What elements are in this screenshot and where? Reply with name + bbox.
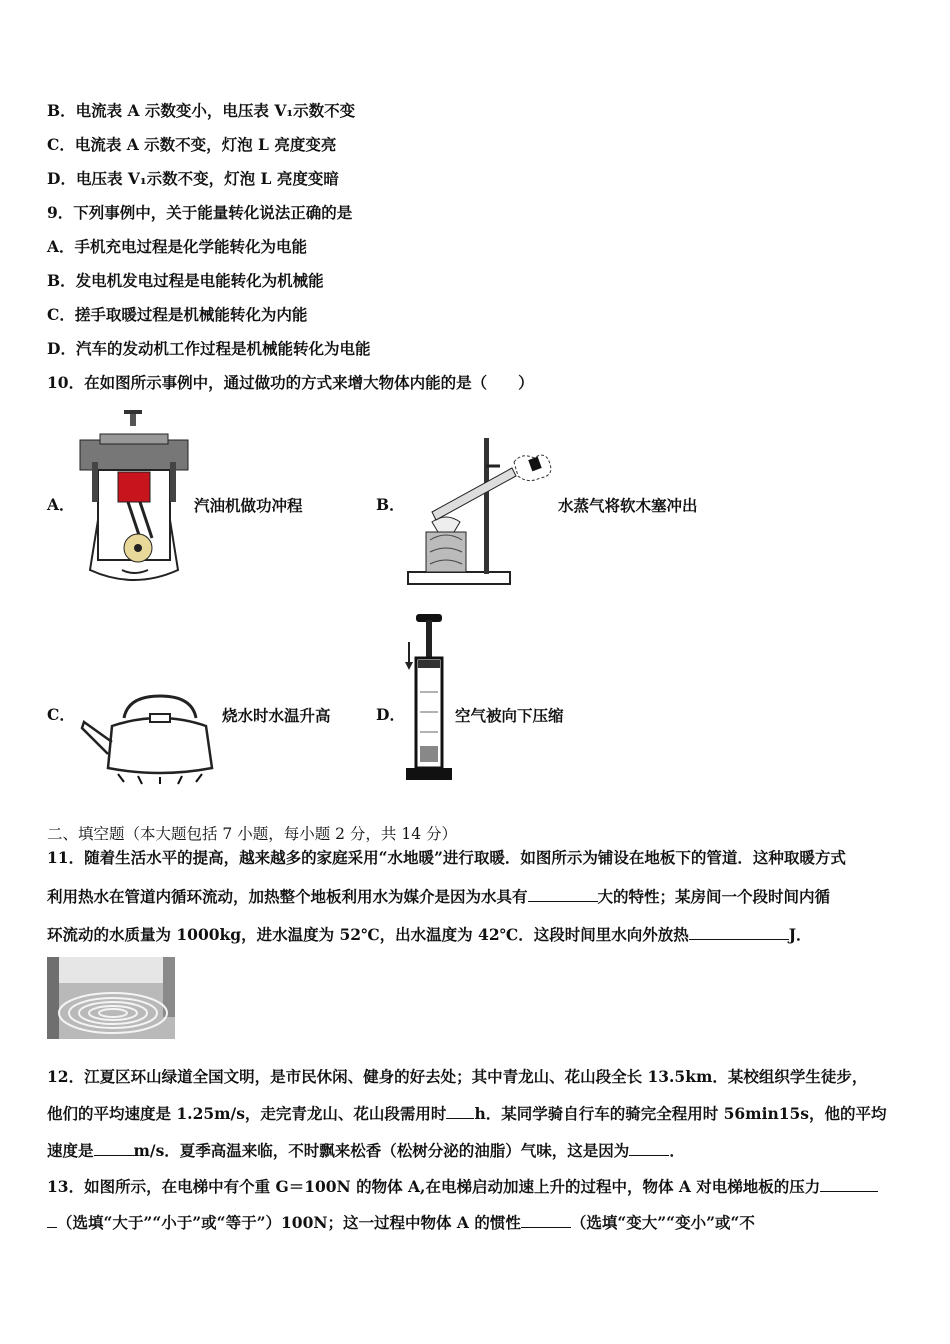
- q8-option-c: C．电流表 A 示数不变，灯泡 L 亮度变亮: [47, 135, 337, 154]
- q10-option-a-caption: 汽油机做功冲程: [194, 496, 303, 515]
- q12-blank-2[interactable]: [94, 1141, 134, 1156]
- q10-stem: 10．在如图所示事例中，通过做功的方式来增大物体内能的是（ ）: [47, 373, 534, 392]
- q13-blank-1[interactable]: [820, 1177, 878, 1192]
- q13-line-1-text: 13．如图所示，在电梯中有个重 G＝100N 的物体 A,在电梯启动加速上升的过程中，物体 A 对电梯地板的压力: [47, 1177, 821, 1196]
- q12-blank-1[interactable]: [446, 1104, 474, 1119]
- q10-option-b-letter: B．: [376, 495, 405, 514]
- q9-option-a: A．手机充电过程是化学能转化为电能: [47, 237, 308, 256]
- q13-line-2-text-b: （选填“变大”“变小”或“不: [570, 1213, 755, 1232]
- q8-option-d: D．电压表 V₁示数不变，灯泡 L 亮度变暗: [47, 169, 339, 188]
- q13-line-1: [47, 1176, 878, 1198]
- q11-line-2-text-b: 大的特性；某房间一个段时间内循: [597, 887, 831, 906]
- q11-line-3: [47, 924, 812, 946]
- q12-line-3-text-c: ．: [669, 1141, 685, 1160]
- q13-line-2: [47, 1212, 755, 1234]
- q13-blank-2[interactable]: [521, 1213, 571, 1228]
- q9-option-d: D．汽车的发动机工作过程是机械能转化为电能: [47, 339, 371, 358]
- q12-line-1: 12．江夏区环山绿道全国文明，是市民休闲、健身的好去处；其中青龙山、花山段全长 13.5km．某校组织学生徒步，: [47, 1067, 868, 1086]
- q12-line-3-text-b: m/s．夏季高温来临，不时飘来松香（松树分泌的油脂）气味，这是因为: [133, 1141, 630, 1160]
- q11-line-3-text-a: 环流动的水质量为 1000kg，进水温度为 52℃，出水温度为 42℃．这段时间里水向外放热: [47, 925, 689, 944]
- q10-option-d-caption: 空气被向下压缩: [455, 706, 564, 725]
- q12-line-2: [47, 1103, 887, 1125]
- q11-line-2-text-a: 利用热水在管道内循环流动，加热整个地板利用水为媒介是因为水具有: [47, 887, 528, 906]
- q10-option-b-caption: 水蒸气将软木塞冲出: [558, 496, 698, 515]
- steam-cork-diagram: [404, 432, 554, 588]
- q9-option-b: B．发电机发电过程是电能转化为机械能: [47, 271, 324, 290]
- q11-line-3-text-b: J．: [788, 925, 812, 944]
- q11-line-2: [47, 886, 830, 908]
- q10-option-d-letter: D．: [376, 705, 405, 724]
- q10-option-a-letter: A．: [47, 495, 75, 514]
- kettle-diagram: [78, 692, 224, 786]
- q12-line-2-text-b: h．某同学骑自行车的骑完全程用时 56min15s，他的平均: [474, 1104, 887, 1123]
- engine-diagram: [78, 410, 190, 590]
- q13-line-2-text-a: （选填“大于”“小于”或“等于”）100N；这一过程中物体 A 的惯性: [57, 1213, 521, 1232]
- q12-blank-3[interactable]: [629, 1141, 669, 1156]
- air-compression-diagram: [402, 612, 454, 784]
- q12-line-3-text-a: 速度是: [47, 1141, 94, 1160]
- q13-blank-1-continued[interactable]: [47, 1213, 57, 1228]
- q8-option-b: B．电流表 A 示数变小，电压表 V₁示数不变: [47, 101, 356, 120]
- q12-line-2-text-a: 他们的平均速度是 1.25m/s，走完青龙山、花山段需用时: [47, 1104, 447, 1123]
- q11-line-1: 11．随着生活水平的提高，越来越多的家庭采用“水地暖”进行取暖．如图所示为铺设在地板下的管道．这种取暖方式: [47, 848, 846, 867]
- q11-blank-2[interactable]: [689, 925, 789, 940]
- floor-heating-photo: [47, 957, 175, 1039]
- q9-option-c: C．搓手取暖过程是机械能转化为内能: [47, 305, 308, 324]
- q12-line-3: [47, 1140, 685, 1162]
- section-heading: 二、填空题（本大题包括 7 小题，每小题 2 分，共 14 分）: [47, 825, 458, 843]
- q10-option-c-caption: 烧水时水温升高: [222, 706, 331, 725]
- q9-stem: 9．下列事例中，关于能量转化说法正确的是: [47, 203, 353, 222]
- q11-blank-1[interactable]: [528, 887, 598, 902]
- q10-option-c-letter: C．: [47, 705, 75, 724]
